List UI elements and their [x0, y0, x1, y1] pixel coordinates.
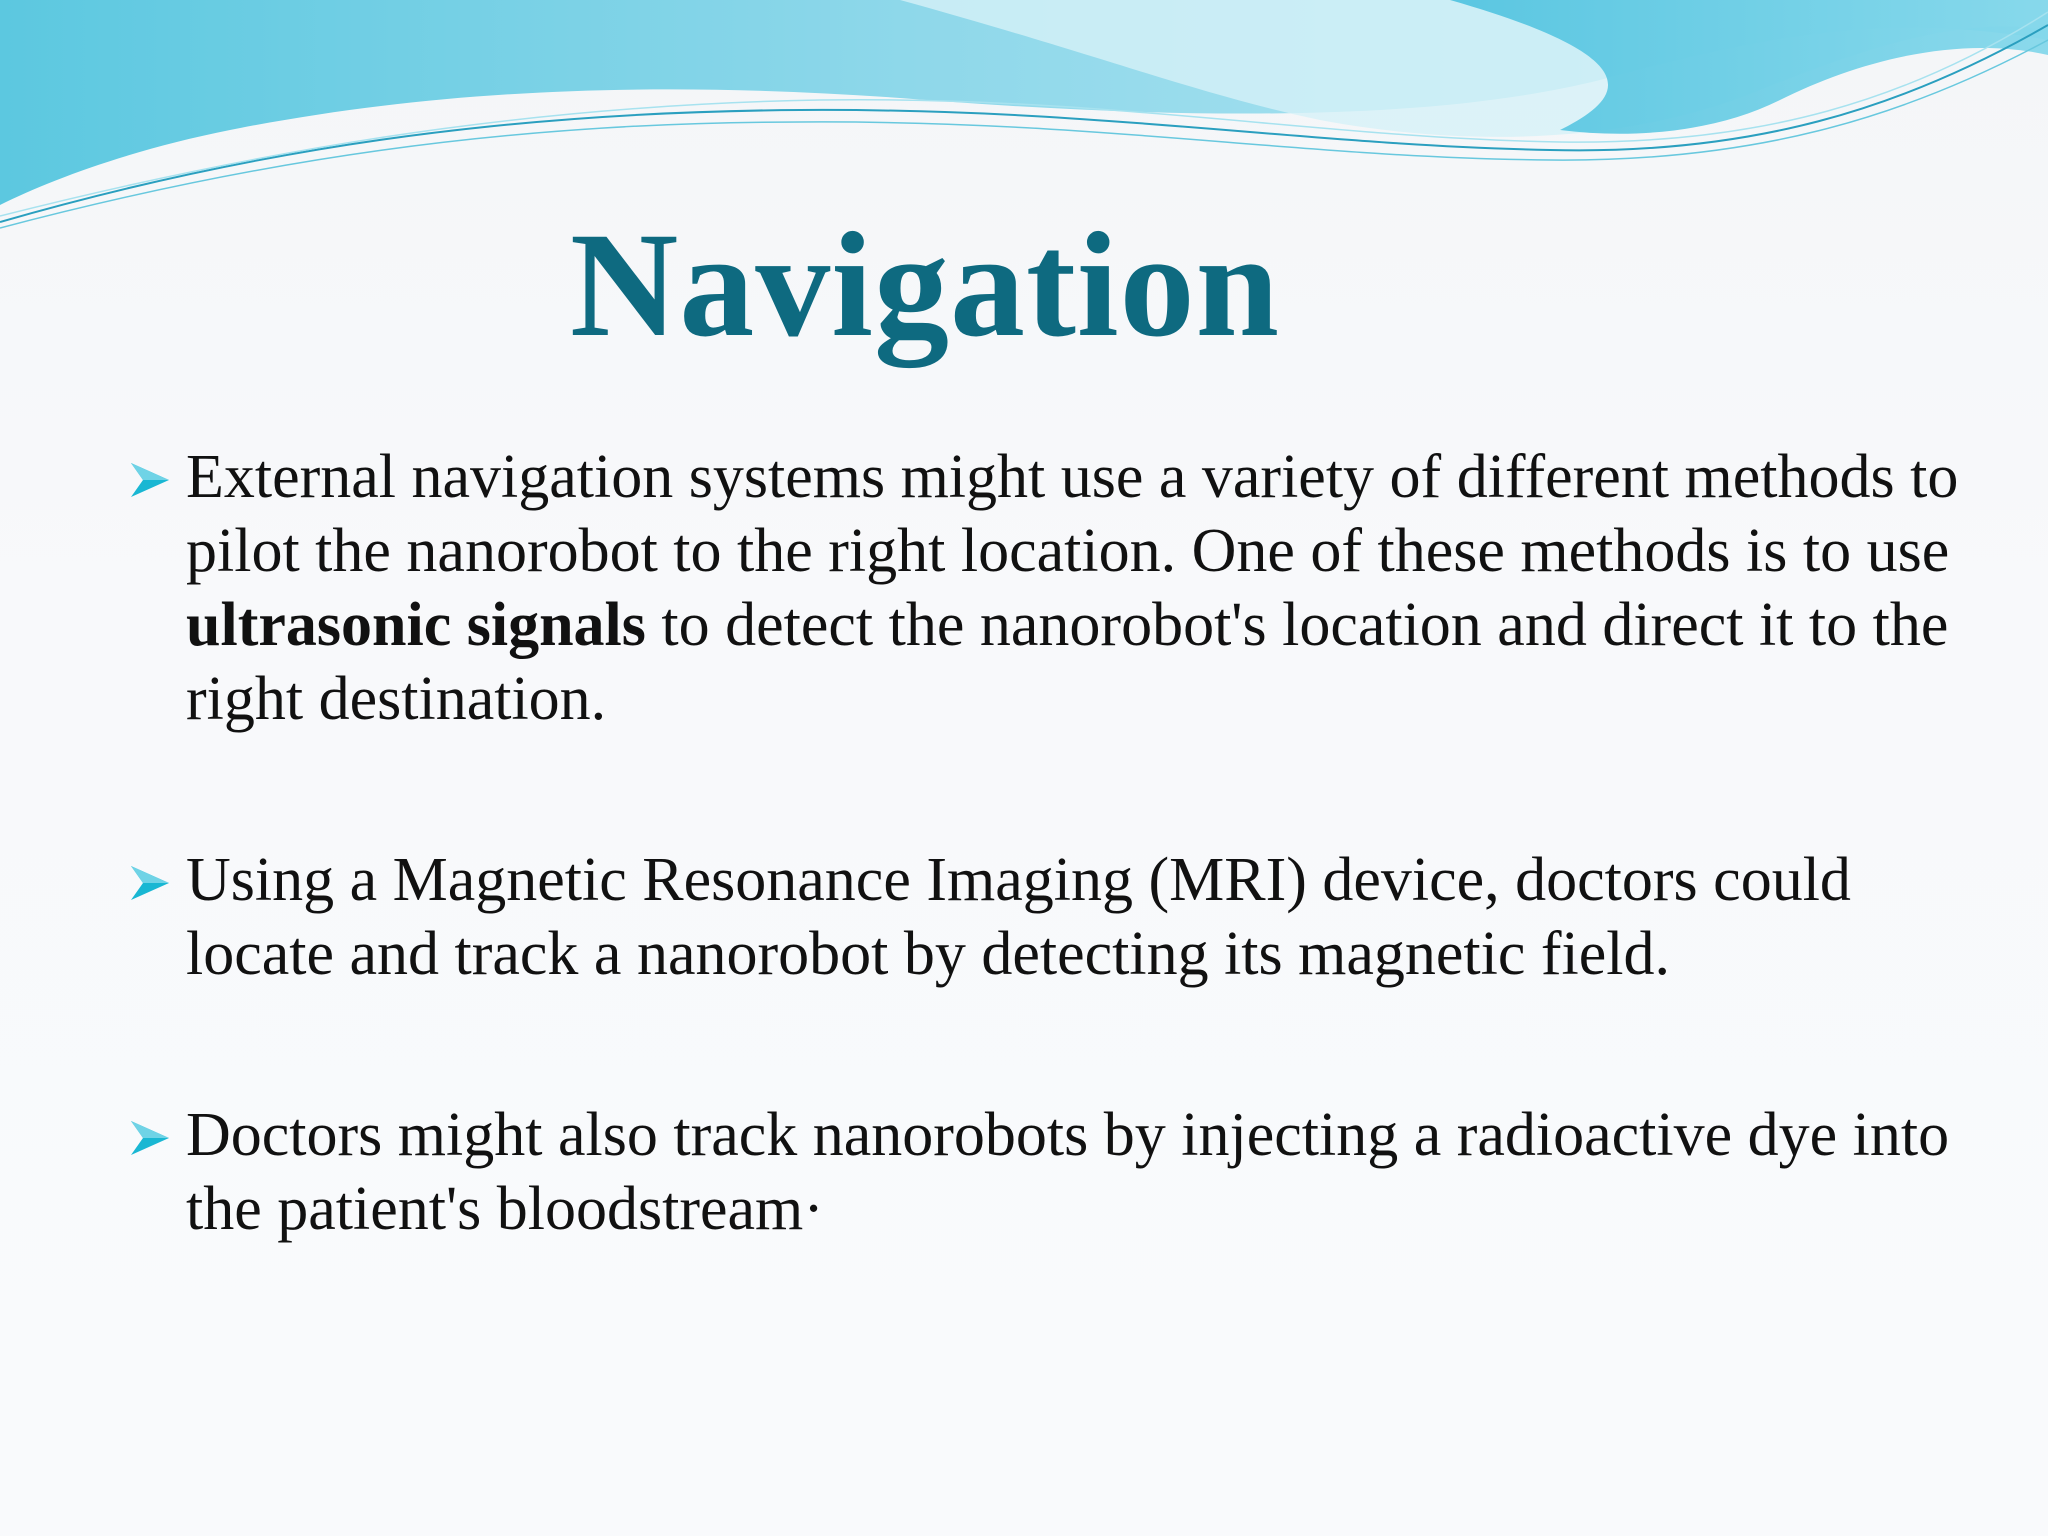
bullet-text: External navigation systems might use a variety of different methods to pilot the nanorobot to the right location. One of these methods is to use: [186, 443, 1959, 585]
slide-title: Navigation: [569, 202, 1281, 368]
bullet-text: Using a Magnetic Resonance Imaging (MRI) device, doctors could locate and track a nanorobot by detecting its magnetic field.: [186, 846, 1851, 988]
arrowhead-bullet-icon: [128, 863, 172, 903]
arrowhead-bullet-icon: [128, 1118, 172, 1158]
bullet-text: Doctors might also track nanorobots by injecting a radioactive dye into the patient's bloodstream·: [186, 1101, 1950, 1243]
bullet-bold-text: ultrasonic signals: [186, 591, 646, 659]
arrowhead-bullet-icon: [128, 460, 172, 500]
bullet-text: to detect the nanorobot's location and direct it to the right destination.: [186, 591, 1949, 733]
bullet-list: [128, 440, 1988, 1246]
bullet-item-mri: [128, 843, 1988, 991]
bullet-item-ultrasonic: [128, 440, 1988, 736]
bullet-item-radioactive-dye: [128, 1098, 1988, 1246]
